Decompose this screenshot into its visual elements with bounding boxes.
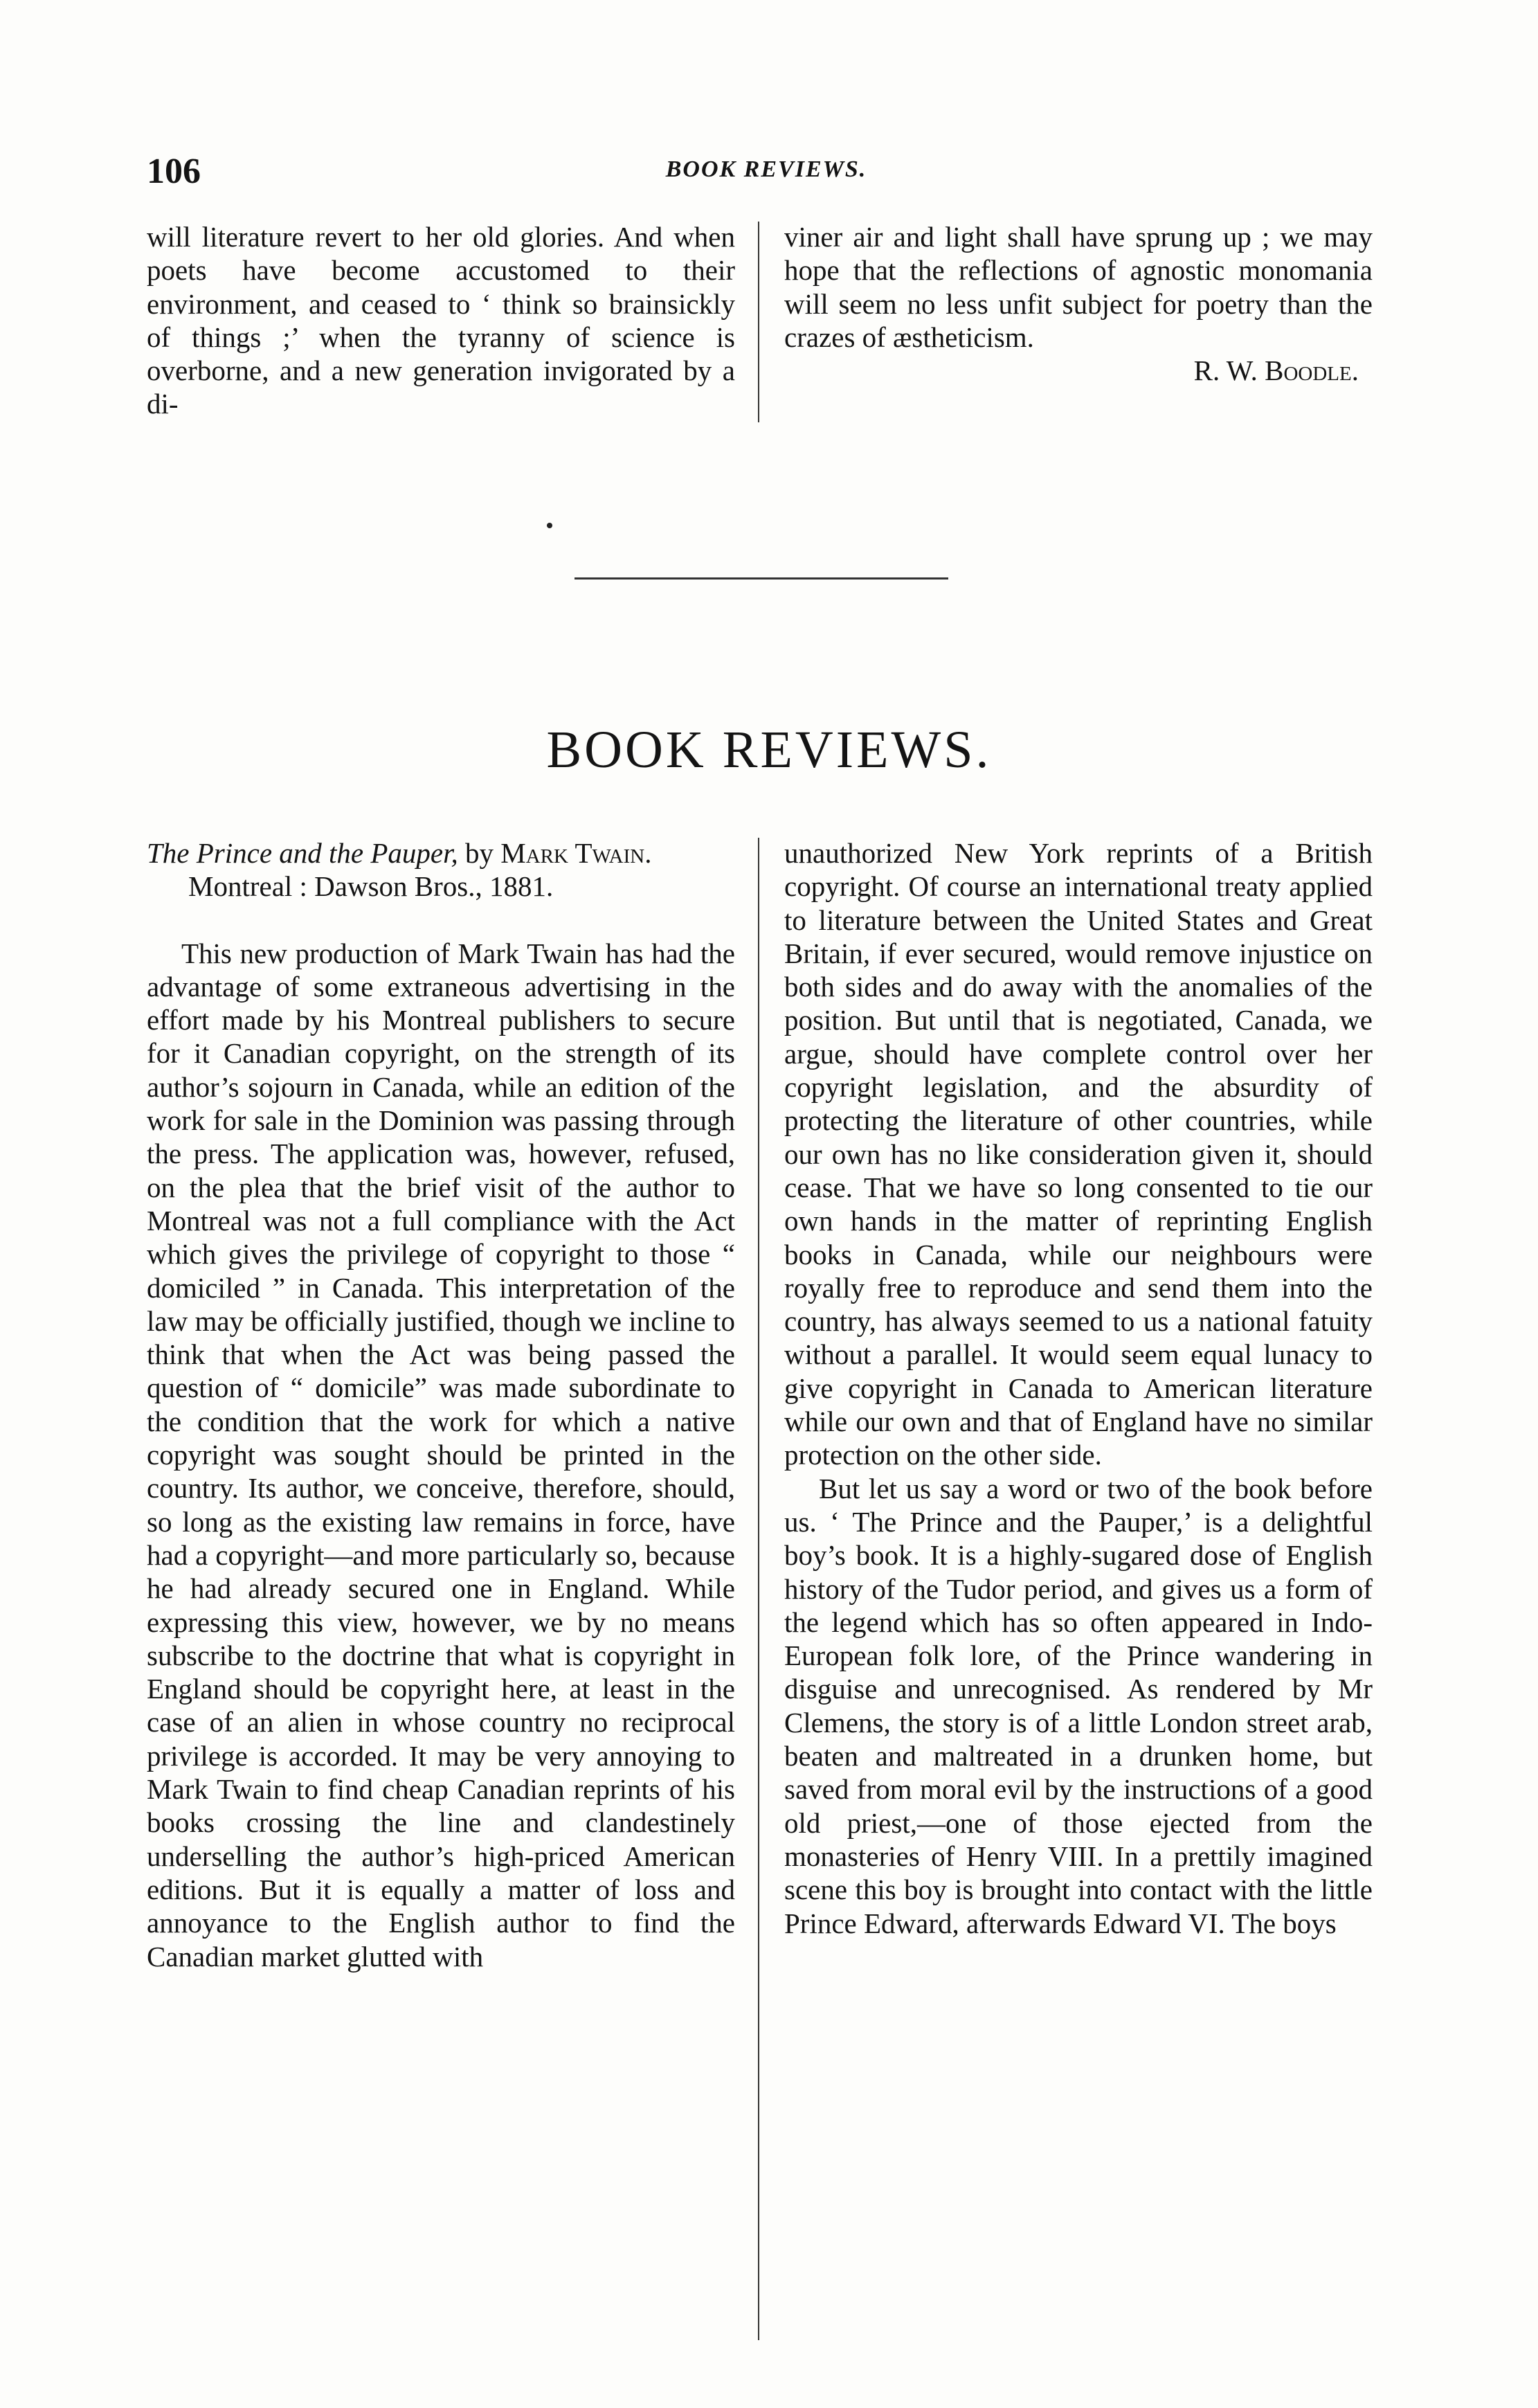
by-word: by xyxy=(465,837,494,869)
section-title: BOOK REVIEWS. xyxy=(546,721,992,779)
page-number: 106 xyxy=(147,152,201,191)
review-heading xyxy=(147,836,735,904)
book-author: Mark Twain. xyxy=(500,837,652,869)
decorative-dot xyxy=(547,523,552,528)
column-divider-bottom xyxy=(758,838,759,2340)
previous-article-left-column xyxy=(147,220,735,428)
section-divider-rule xyxy=(575,577,948,579)
previous-article-right-column xyxy=(784,220,1373,428)
review-left-column xyxy=(147,836,735,2346)
review-paragraph-right-2: But let us say a word or two of the book before us. ‘ The Prince and the Pauper,’ is a delightful boy’s book. It is a highly-sugared dose of English history of the Tudor period, and gives us a form of the legend which has so often appeared in Indo-European folk lore, of the Prince wandering in disguise and unrecognised. As rendered by Mr Clemens, the story is of a little London street arab, beaten and maltreated in a drunken home, but saved from moral evil by the instructions of a good old priest,—one of those ejected from the monasteries of Henry VIII. In a prettily imagined scene this boy is brought into contact with the little Prince Edward, afterwards Edward VI. The boys xyxy=(784,1472,1373,1939)
book-publisher: Montreal : Dawson Bros., 1881. xyxy=(188,870,554,903)
review-right-column xyxy=(784,836,1373,2346)
page-header xyxy=(147,151,1386,199)
previous-article-right-text: viner air and light shall have sprung up ; we may hope that the reflections of agnostic monomania will seem no less unfit subject for poetry than the crazes of æstheticism. xyxy=(784,221,1373,353)
running-head: BOOK REVIEWS. xyxy=(665,156,867,182)
review-paragraph-right-1: unauthorized New York reprints of a British copyright. Of course an international treaty applied to literature between the United States and Great Britain, if ever secured, would remove injustice on both sides and do away with the anomalies of the position. But until that is negotiated, Canada, we argue, should have complete control over her copyright legislation, and the absurdity of protecting the literature of other countries, while our own has no like consideration given it, should cease. That we have so long consented to tie our own hands in the matter of reprinting English books in Canada, while our neighbours were royally free to reproduce and send them into the country, has always seemed to us a national fatuity without a parallel. It would seem equal lunacy to give copyright in Canada to American literature while our own and that of England have no similar protection on the other side. xyxy=(784,837,1373,1471)
book-title: The Prince and the Pauper, xyxy=(147,837,458,869)
previous-article-left-text: will literature revert to her old glories. And when poets have become accustomed to their environment, and ceased to ‘ think so brainsickly of things ;’ when the tyranny of science is overborne, and a new generation invigorated by a di- xyxy=(147,221,735,420)
review-paragraph-left: This new production of Mark Twain has had the advantage of some extraneous advertising in the effort made by his Montreal publishers to secure for it Canadian copyright, on the strength of its author’s sojourn in Canada, while an edition of the work for sale in the Dominion was passing through the press. The application was, however, refused, on the plea that the brief visit of the author to Montreal was not a full compliance with the Act which gives the privilege of copyright to those “ domiciled ” in Canada. This interpretation of the law may be officially justified, though we incline to think that when the Act was being passed the question of “ domicile” was made subordinate to the condition that the work for which a native copyright was sought should be printed in the country. Its author, we conceive, therefore, should, so long as the existing law remains in force, have had a copyright—and more particularly so, because he had already secured one in England. While expressing this view, however, we by no means subscribe to the doctrine that what is copyright in England should be copyright here, at least in the case of an alien in whose country no reciprocal privilege is accorded. It may be very annoying to Mark Twain to find cheap Canadian reprints of his books crossing the line and clandestinely underselling the author’s high-priced American editions. But it is equally a matter of loss and annoyance to the English author to find the Canadian market glutted with xyxy=(147,937,735,1973)
article-signature: R. W. Boodle. xyxy=(1193,354,1359,387)
column-divider-top xyxy=(758,222,759,422)
